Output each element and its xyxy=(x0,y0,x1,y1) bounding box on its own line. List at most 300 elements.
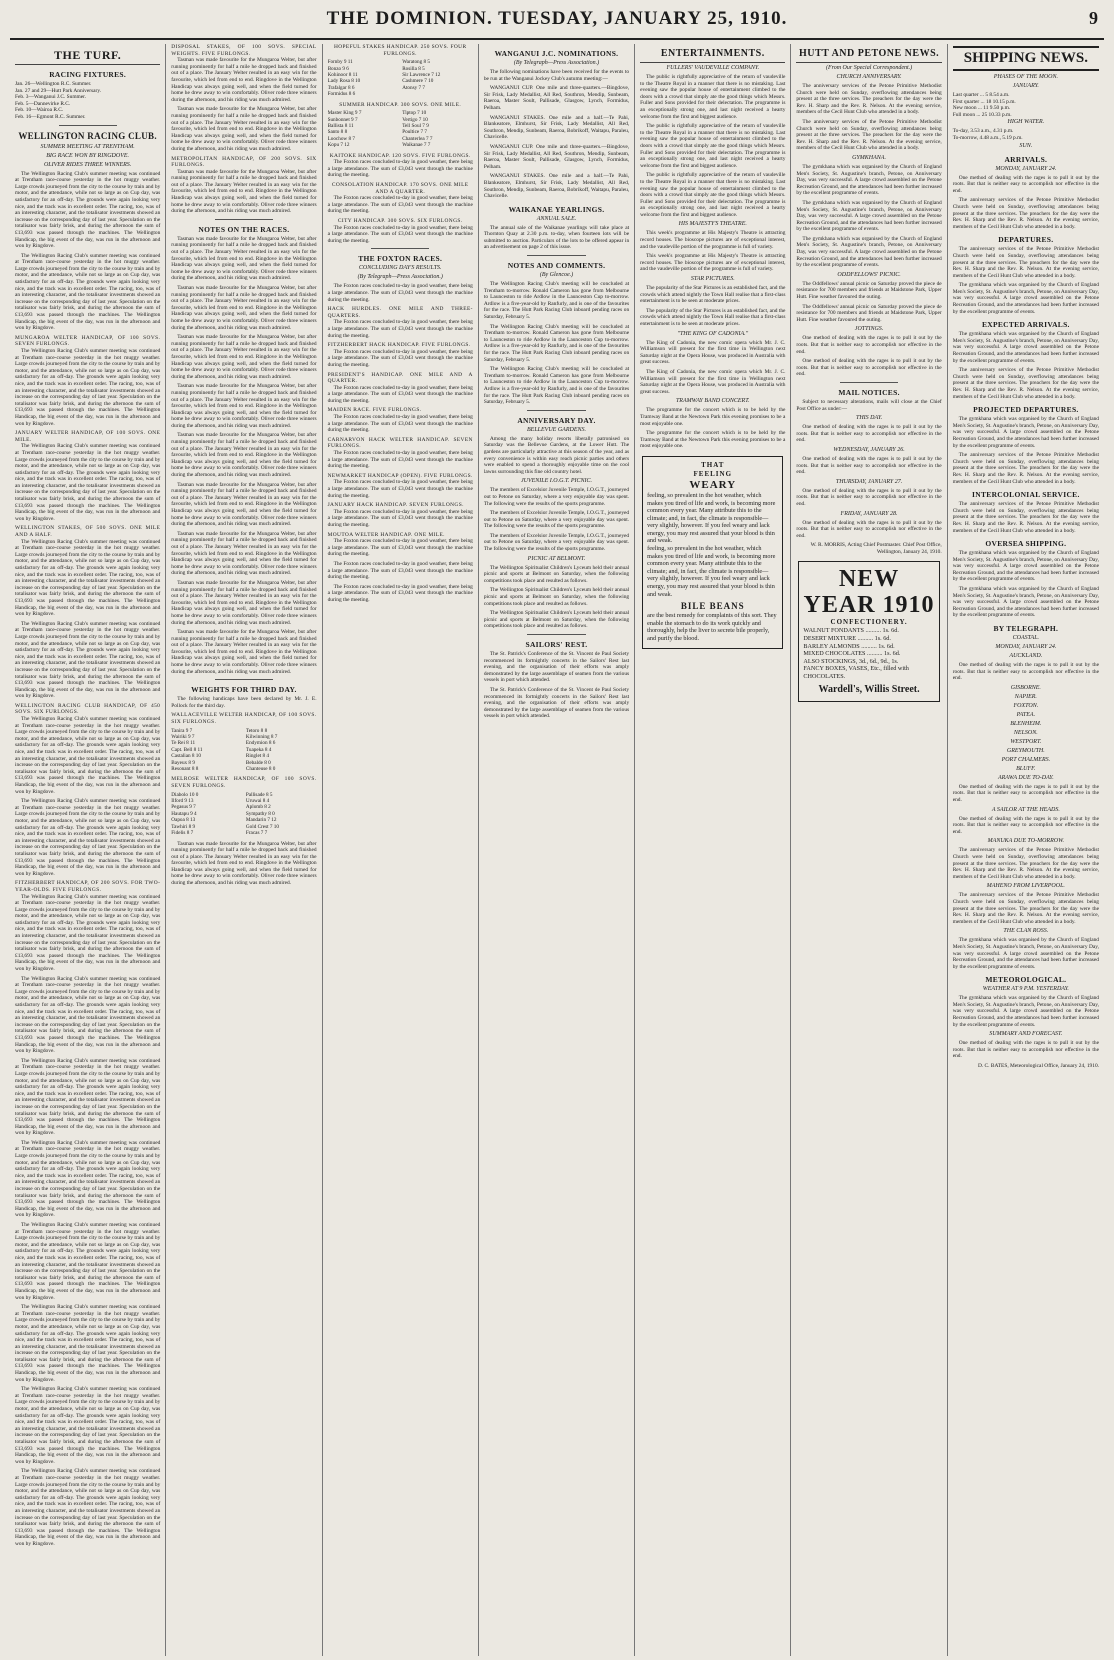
ad-feeling: FEELING xyxy=(693,469,733,478)
moon-row: Full moon ... 25 10.33 p.m. xyxy=(952,111,1012,118)
notes-body: The Wellington Racing Club's meeting will be concluded at Trentham to-morrow. Ronald Cameron has gone from Melbourne to Launceston to ride Ardlow in the Launceston Cup to-morrow. Ardlow is a five-year-old by Ranfurly, and is one of the favourites for the race. The Hutt Park Racing Club inboard pending races on Saturday, February 5. xyxy=(483,366,630,406)
gymkhana-body: The gymkhana which was organised by the Church of England Men's Society, St. Augustine's branch, Petone, on Anniversary Day, was very successful. A large crowd assembled on the Petone Recreation Ground, and the attendances had been further increased by the excellent programme of events. xyxy=(796,199,942,233)
belmont-heading: PICNIC AT BELMONT. xyxy=(527,555,586,562)
arrivals-date: MONDAY, JANUARY 24. xyxy=(995,165,1057,172)
cadonia-body: The King of Cadonia, the new comic opera which Mr. J. C. Williamson will present for the first time in Wellington next Saturday night at the Opera House, was produced in Australia with great success. xyxy=(640,368,786,395)
port-body: One method of dealing with the rages is to pull it out by the roots. But that is neither easy to accomplish nor effective in the end. xyxy=(952,662,1099,682)
foxton-body: The Foxton races concluded to-day in good weather, there being a large attendance. The sum of £3,043 went through the machine during the meeting. xyxy=(327,283,473,303)
moon-row: Last quarter ... 5 8.54 a.m. xyxy=(952,92,1010,98)
moon-row: New moon ... 11 9.50 p.m. xyxy=(952,105,1011,112)
star-pictures-body: The popularity of the Star Pictures is an established fact, and the crowds which attend nightly the Town Hall realise that a first-class entertainment is to be seen at moderate prices. xyxy=(640,285,786,305)
entry: Kopu 7 12 xyxy=(327,142,350,149)
entries-table xyxy=(328,59,473,97)
entry: Rosilla 8 5 xyxy=(402,65,425,72)
port-heading: BLENHEIM. xyxy=(1010,720,1042,727)
divider xyxy=(527,634,585,635)
weight-entry: Wairiki 9 7 xyxy=(171,734,195,741)
race-body: The Wellington Racing Club's summer meeting was continued at Trentham race-course yesterday in the hot muggy weather. Large crowds journeyed from the city to the course by train and by motor, and the attendance, while not so large as on Cup day, was satisfactory for an off-day. The grounds were again looking very nice, and the track was in excellent order. The racing, too, was of an interesting character, and the totalisator investments showed an increase on the corresponding day of last year. Speculation on the totalisator was fairly brisk, and during the afternoon the sum of £13,693 was passed through the machines. The Wellington Handicap, the big event of the day, was run in the afternoon and won by Ringdove. xyxy=(15,1304,161,1383)
notes-body: Tasman was made favourite for the Mungaroa Welter, but after running prominently for half a mile he dropped back and finished out of a place. The January Welter resulted in an easy win for the favourite, which led from end to end. Ringdove in the Wellington Handicap was always going well, and when the field turned for home he drew away to win comfortably. Oliver rode three winners during the afternoon, and his riding was much admired. xyxy=(171,432,317,479)
big-race-subheading: BIG RACE WON BY RINGDOVE. xyxy=(46,152,130,159)
his-majestys-heading: HIS MAJESTY'S THEATRE. xyxy=(678,221,747,228)
high-water-row: To-morrow, 4.48 a.m., 5.19 p.m. xyxy=(952,134,1023,141)
mail-notices-heading: MAIL NOTICES. xyxy=(838,387,900,397)
weight-entry: Bebalde 8 0 xyxy=(245,759,271,766)
ad-body: feeling, so prevalent in the hot weather, which makes you tired of life and work, is becoming more common every year. Many attribute this to the climate; and, in fact, the climate is responsible—very slightly, however. If you feel weary and lack energy, you may rest assured that your blood is thin and weak. xyxy=(647,491,776,545)
notes-body: Tasman was made favourite for the Mungaroa Welter, but after running prominently for half a mile he dropped back and finished out of a place. The January Welter resulted in an easy win for the favourite, which led from end to end. Ringdove in the Wellington Handicap was always going well, and when the field turned for home he drew away to win comfortably. Oliver rode three winners during the afternoon, and his riding was much admired. xyxy=(171,285,317,331)
wanganui-event: WANGANUI CUP. One mile and three-quarters.—Bingdove, Sir Frisk, Lady Medallist, All Red, Southron, Mendip, Sunbeam, Raeroa, Master Soult, Pallisade, Glasgow, Lynch, Formidus, Pelham. xyxy=(483,143,630,170)
oddfellows-body: The Oddfellows' annual picnic on Saturday proved the piece de resistance for 700 members and friends at Maidstone Park, Upper Hutt. Fine weather favoured the outing. xyxy=(796,280,942,301)
mail-signature: W. R. MORRIS, Acting Chief Postmaster. Chief Post Office, Wellington, January 24, 1910. xyxy=(810,542,942,555)
race-body: Tasman was made favourite for the Mungaroa Welter, but after running prominently for half a mile he dropped back and finished out of a place. The January Welter resulted in an easy win for the favourite, which led from end to end. Ringdove in the Wellington Handicap was always going well, and when the field turned for home he drew away to win comfortably. Oliver rode three winners during the afternoon, and his riding was much admired. xyxy=(171,168,317,215)
race-body: The Wellington Racing Club's summer meeting was continued at Trentham race-course yesterday in the hot muggy weather. Large crowds journeyed from the city to the course by train and by motor, and the attendance, while not so large as on Cup day, was satisfactory for an off-day. The grounds were again looking very nice, and the track was in excellent order. The racing, too, was of an interesting character, and the totalisator investments showed an increase on the corresponding day of last year. Speculation on the totalisator was fairly brisk, and during the afternoon the sum of £13,693 was passed through the machines. The Wellington Handicap, the big event of the day, was run in the afternoon and won by Ringdove. xyxy=(15,1057,161,1137)
race-heading: MAIDEN RACE. FIVE FURLONGS. xyxy=(327,407,422,414)
gymkhana-heading: GYMKHANA. xyxy=(852,154,886,161)
race-body: The Foxton races concluded to-day in good weather, there being a large attendance. The sum of £3,043 went through the machine during the meeting. xyxy=(327,560,473,581)
shipping-body: The gymkhana which was organised by the Church of England Men's Society, St. Augustine's branch, Petone, on Anniversary Day, was very successful. A large crowd assembled on the Petone Recreation Ground, and the attendances had been further increased by the excellent programme of events. xyxy=(952,282,1099,315)
page-number: 9 xyxy=(1089,8,1098,28)
race-body: The Wellington Racing Club's summer meeting was continued at Trentham race-course yesterday in the hot muggy weather. Large crowds journeyed from the city to the course by train and by motor, and the attendance, while not so large as on Cup day, was satisfactory for an off-day. The grounds were again looking very nice, and the track was in excellent order. The racing, too, was of an interesting character, and the totalisator investments showed an increase on the corresponding day of last year. Speculation on the totalisator was fairly brisk, and during the afternoon the sum of £13,693 was passed through the machines. The Wellington Handicap, the big event of the day, was run in the afternoon and won by Ringdove. xyxy=(15,1386,161,1465)
shipping-body: One method of dealing with the rages is to pull it out by the roots. But that is neither easy to accomplish nor effective in the end. xyxy=(952,174,1099,194)
weights-intro: The following handicaps have been declared by Mr. J. E. Pollock for the third day. xyxy=(171,696,317,709)
his-majestys-body: This week's programme at His Majesty's Theatre is attracting record houses. The bioscope pictures are of exceptional interest, and the vaudeville portion of the programme is full of variety. xyxy=(640,230,786,250)
shipping-body: The gymkhana which was organised by the Church of England Men's Society, St. Augustine's branch, Petone, on Anniversary Day, was very successful. A large crowd assembled on the Petone Recreation Ground, and the attendances had been further increased by the excellent programme of events. xyxy=(952,937,1099,970)
ad-wardells: Wardell's, Willis Street. xyxy=(818,683,920,695)
entry: Vertigo 7 10 xyxy=(402,116,428,123)
ad-weary: WEARY xyxy=(689,478,737,491)
moon-row: First quarter ... 18 10.15 p.m. xyxy=(952,98,1016,105)
weight-entry: Fracas 7 7 xyxy=(245,830,268,837)
notes-body: Tasman was made favourite for the Mungaroa Welter, but after running prominently for half a mile he dropped back and finished out of a place. The January Welter resulted in an easy win for the favourite, which led from end to end. Ringdove in the Wellington Handicap was always going well, and when the field turned for home he drew away to win comfortably. Oliver rode three winners during the afternoon, and his riding was much admired. xyxy=(171,530,317,577)
arawa-heading: ARAWA DUE TO-DAY. xyxy=(997,774,1054,781)
race-heading: CARNARVON HACK WELTER HANDICAP. SEVEN FURLONGS. xyxy=(327,436,473,450)
mail-body: One method of dealing with the rages is to pull it out by the roots. But that is neither easy to accomplish nor effective in the end. xyxy=(796,455,942,476)
race-heading: MOUTOA WELTER HANDICAP. ONE MILE. xyxy=(327,531,445,538)
race-body: The Foxton races concluded to-day in good weather, there being a large attendance. The sum of £3,043 went through the machine during the meeting. xyxy=(327,384,473,404)
annual-sale-heading: ANNUAL SALE. xyxy=(536,215,577,222)
port-heading: WESTPORT. xyxy=(1010,738,1042,745)
weight-entry: Mandarin 7 12 xyxy=(245,817,277,824)
race-body: The Wellington Racing Club's summer meeting was continued at Trentham race-course yesterday in the hot muggy weather. Large crowds journeyed from the city to the course by train and by motor, and the attendance, while not so large as on Cup day, was satisfactory for an off-day. The grounds were again looking very nice, and the track was in excellent order. The racing, too, was of an interesting character, and the totalisator investments showed an increase on the corresponding day of last year. Speculation on the totalisator was fairly brisk, and during the afternoon the sum of £13,693 was passed through the machines. The Wellington Handicap, the big event of the day, was run in the afternoon and won by Ringdove. xyxy=(15,975,161,1055)
his-majestys-body: This week's programme at His Majesty's Theatre is attracting record houses. The bioscope pictures are of exceptional interest, and the vaudeville portion of the programme is full of variety. xyxy=(640,253,786,273)
expected-arrivals-heading: EXPECTED ARRIVALS. xyxy=(981,320,1070,330)
race-heading: FITZHERBERT HACK HANDICAP. FIVE FURLONGS. xyxy=(327,342,471,349)
shipping-body: The gymkhana which was organised by the Church of England Men's Society, St. Augustine's branch, Petone, on Anniversary Day, was very successful. A large crowd assembled on the Petone Recreation Ground, and the attendances had been further increased by the excellent programme of events. xyxy=(952,586,1099,619)
star-pictures-heading: STAR PICTURES. xyxy=(690,276,735,283)
divider xyxy=(527,255,585,256)
entry: Tell Soul 7 9 xyxy=(402,123,429,130)
maheno-heading: MAHENO FROM LIVERPOOL. xyxy=(986,883,1065,890)
wanganui-heading: WANGANUI J.C. NOMINATIONS. xyxy=(494,49,619,58)
race-body: Tasman was made favourite for the Mungaroa Welter, but after running prominently for half a mile he dropped back and finished out of a place. The January Welter resulted in an easy win for the favourite, which led from end to end. Ringdove in the Wellington Handicap was always going well, and when the field turned for home he drew away to win comfortably. Oliver rode three winners during the afternoon, and his riding was much admired. xyxy=(171,106,317,152)
entry: Master King 9 7 xyxy=(327,110,362,117)
church-heading: CHURCH ANNIVERSARY. xyxy=(836,74,902,80)
race-body: The Foxton races concluded to-day in good weather, there being a large attendance. The sum of £3,043 went through the machine during the meeting. xyxy=(327,538,473,558)
fixture-line: Jan. 27 and 29—Hutt Park Anniversary. xyxy=(15,87,102,94)
weight-entry: Hautapu 9 4 xyxy=(171,810,197,817)
ad-bile-body: are the best remedy for complaints of this sort. They enable the stomach to do its work quickly and thoroughly, help the liver to secrete bile properly, and purify the blood. xyxy=(647,612,777,642)
oddfellows-body: The Oddfellows' annual picnic on Saturday proved the piece de resistance for 700 members and friends at Maidstone Park, Upper Hutt. Fine weather favoured the outing. xyxy=(796,303,942,323)
cadonia-heading: "THE KING OF CADONIA." xyxy=(677,330,749,337)
shipping-body: The anniversary services of the Petone Primitive Methodist Church were held on Sunday, overflowing attendances being present at the three services. The preachers for the day were the Rev. H. Sharp and the Rev. R. Nelson. At the evening service, members of the Cecil Hunt Club who attended in a body. xyxy=(952,847,1099,880)
race-body: The Wellington Racing Club's summer meeting was continued at Trentham race-course yesterday in the hot muggy weather. Large crowds journeyed from the city to the course by train and by motor, and the attendance, while not so large as on Cup day, was satisfactory for an off-day. The grounds were again looking very nice, and the track was in excellent order. The racing, too, was of an interesting character, and the totalisator investments showed an increase on the corresponding day of last year. Speculation on the totalisator was fairly brisk, and during the afternoon the sum of £13,693 was passed through the machines. The Wellington Handicap, the big event of the day, was run in the afternoon and won by Ringdove. xyxy=(15,620,161,700)
fullers-body: The public is rightfully appreciative of the return of vaudeville to the Theatre Royal in a manner that there is no mistaking. Last evening saw the popular house of entertainment climbed to the doors with a crowd that simply ate the good things which Messrs. Fuller and Sons provided for their delectation. The programme is an exceptionally strong one, and last night received a hearty welcome from the first and biggest audience. xyxy=(640,172,786,218)
divider xyxy=(840,382,898,383)
weight-entry: Castalian 8 10 xyxy=(171,753,201,760)
wanganui-event: WANGANUI STAKES. One mile and a half.—Te Pahi, Blankeatore, Elmhurst, Sir Frisk, Lady Medallist, All Red, Southron, Mendip, Sunbeam, Raeroa, Bobrikoff, Waitapu, Paraleu, Chavicelle. xyxy=(483,114,630,141)
weight-entry: Ringlet 8 4 xyxy=(245,753,269,760)
port-heading: NAPIER. xyxy=(1014,693,1037,700)
race-heading: WELLINGTON RACING CLUB HANDICAP, OF 450 SOVS. SIX FURLONGS. xyxy=(15,702,161,716)
summary-heading: SUMMARY AND FORECAST. xyxy=(989,1031,1063,1038)
belmont-body: The Wellington Spiritualist Children's Lyceum held their annual picnic and sports at Belmont on Saturday, when the following competitions took place and resulted as follows. xyxy=(483,610,630,630)
race-body: The Foxton races concluded to-day in good weather, there being a large attendance. The sum of £3,043 went through the machine during the meeting. xyxy=(327,159,473,179)
fullers-body: The public is rightfully appreciative of the return of vaudeville to the Theatre Royal in a manner that there is no mistaking. Last evening saw the popular house of entertainment climbed to the doors with a crowd that simply ate the good things which Messrs. Fuller and Sons provided for their delectation. The programme is an exceptionally strong one, and last night received a hearty welcome from the first and biggest audience. xyxy=(640,123,786,169)
entry: Kohinoor 8 11 xyxy=(327,72,358,78)
race-body: The Wellington Racing Club's summer meeting was continued at Trentham race-course yesterday in the hot muggy weather. Large crowds journeyed from the city to the course by train and by motor, and the attendance, while not so large as on Cup day, was satisfactory for an off-day. The grounds were again looking very nice, and the track was in excellent order. The racing, too, was of an interesting character, and the totalisator investments showed an increase on the corresponding day of last year. Speculation on the totalisator was fairly brisk, and during the afternoon the sum of £13,693 was passed through the machines. The Wellington Handicap, the big event of the day, was run in the afternoon and won by Ringdove. xyxy=(15,798,161,877)
race-heading: FITZHERBERT HANDICAP, OF 200 SOVS. FOR TWO-YEAR-OLDS. FIVE FURLONGS. xyxy=(15,880,161,893)
race-body: Tasman was made favourite for the Mungaroa Welter, but after running prominently for half a mile he dropped back and finished out of a place. The January Welter resulted in an easy win for the favourite, which led from end to end. Ringdove in the Wellington Handicap was always going well, and when the field turned for home he drew away to win comfortably. Oliver rode three winners during the afternoon, and his riding was much admired. xyxy=(171,840,317,887)
church-body: The anniversary services of the Petone Primitive Methodist Church were held on Sunday, overflowing attendances being present at the three services. The preachers for the day were the Rev. H. Sharp and the Rev. R. Nelson. At the evening service, members of the Cecil Hunt Club who attended in a body. xyxy=(796,83,942,116)
foxton-heading: THE FOXTON RACES. xyxy=(358,254,443,264)
wanganui-event: WANGANUI STAKES. One mile and a half.—Te Pahi, Blankeatore, Elmhurst, Sir Frisk, Lady Medallist, All Red, Southron, Mendip, Sunbeam, Raeroa, Bobrikoff, Waitapu, Paraleu, Chavicelle. xyxy=(483,173,630,200)
weights-table xyxy=(171,792,316,837)
mail-day: WEDNESDAY, JANUARY 26. xyxy=(833,446,905,453)
weather-body: The gymkhana which was organised by the Church of England Men's Society, St. Augustine's branch, Petone, on Anniversary Day, was very successful. A large crowd assembled on the Petone Recreation Ground, and the attendances had been further increased by the excellent programme of events. xyxy=(952,995,1099,1028)
entry: Cashmere 7 10 xyxy=(402,78,434,85)
race-heading: NEWMARKET HANDICAP (OPEN). FIVE FURLONGS. xyxy=(327,472,473,479)
shipping-body: The anniversary services of the Petone Primitive Methodist Church were held on Sunday, overflowing attendances being present at the three services. The preachers for the day were the Rev. H. Sharp and the Rev. R. Nelson. At the evening service, members of the Cecil Hunt Club who attended in a body. xyxy=(952,246,1099,279)
intercolonial-heading: INTERCOLONIAL SERVICE. xyxy=(972,490,1080,500)
entry: Waikanae 7 7 xyxy=(402,142,431,149)
race-body: The Wellington Racing Club's summer meeting was continued at Trentham race-course yesterday in the hot muggy weather. Large crowds journeyed from the city to the course by train and by motor, and the attendance, while not so large as on Cup day, was satisfactory for an off-day. The grounds were again looking very nice, and the track was in excellent order. The racing, too, was of an interesting character, and the totalisator investments showed an increase on the corresponding day of last year. Speculation on the totalisator was fairly brisk, and during the afternoon the sum of £13,693 was passed through the machines. The Wellington Handicap, the big event of the day, was run in the afternoon and won by Ringdove. xyxy=(15,538,161,618)
race-body: The Wellington Racing Club's summer meeting was continued at Trentham race-course yesterday in the hot muggy weather. Large crowds journeyed from the city to the course by train and by motor, and the attendance, while not so large as on Cup day, was satisfactory for an off-day. The grounds were again looking very nice, and the track was in excellent order. The racing, too, was of an interesting character, and the totalisator investments showed an increase on the corresponding day of last year. Speculation on the totalisator was fairly brisk, and during the afternoon the sum of £13,693 was passed through the machines. The Wellington Handicap, the big event of the day, was run in the afternoon and won by Ringdove. xyxy=(15,716,161,795)
weather-heading: WEATHER AT 9 P.M. YESTERDAY. xyxy=(982,986,1069,993)
weight-entry: Chanteuse 8 0 xyxy=(245,766,276,773)
shipping-body: The gymkhana which was organised by the Church of England Men's Society, St. Augustine's branch, Petone, on Anniversary Day, was very successful. A large crowd assembled on the Petone Recreation Ground, and the attendances had been further increased by the excellent programme of events. xyxy=(952,550,1099,583)
fullers-heading: FULLERS' VAUDEVILLE COMPANY. xyxy=(666,65,760,71)
projected-departures-heading: PROJECTED DEPARTURES. xyxy=(973,405,1079,415)
mail-intro: Subject to necessary alterations, mails will close at the Chief Post Office as under:— xyxy=(796,398,942,412)
tramway-body: The programme for the concert which is to be held by the Tramway Band at the Newtown Park this evening promises to be a most enjoyable one. xyxy=(640,407,786,427)
sun-heading: SUN. xyxy=(1019,142,1033,149)
weights-heading: WEIGHTS FOR THIRD DAY. xyxy=(191,685,297,695)
manuka-heading: MANUKA DUE TO-MORROW. xyxy=(987,838,1065,845)
cadonia-body: The King of Cadonia, the new comic opera which Mr. J. C. Williamson will present for the first time in Wellington next Saturday night at the Opera House, was produced in Australia with great success. xyxy=(640,339,786,366)
shipping-body: The anniversary services of the Petone Primitive Methodist Church were held on Sunday, overflowing attendances being present at the three services. The preachers for the day were the Rev. H. Sharp and the Rev. R. Nelson. At the evening service, members of the Cecil Hunt Club who attended in a body. xyxy=(952,452,1099,485)
weight-entry: Uruwai 8 4 xyxy=(245,798,270,805)
summary-body: One method of dealing with the rages is to pull it out by the roots. But that is neither easy to accomplish nor effective in the end. xyxy=(952,1040,1099,1060)
race-body: The Wellington Racing Club's summer meeting was continued at Trentham race-course yesterday in the hot muggy weather. Large crowds journeyed from the city to the course by train and by motor, and the attendance, while not so large as on Cup day, was satisfactory for an off-day. The grounds were again looking very nice, and the track was in excellent order. The racing, too, was of an interesting character, and the totalisator investments showed an increase on the corresponding day of last year. Speculation on the totalisator was fairly brisk, and during the afternoon the sum of £13,693 was passed through the machines. The Wellington Handicap, the big event of the day, was run in the afternoon and won by Ringdove. xyxy=(15,443,161,522)
port-heading: FOXTON. xyxy=(1013,702,1039,709)
entry: Lady Rosa 8 10 xyxy=(327,78,361,85)
turf-report-body: The Wellington Racing Club's summer meeting was continued at Trentham race-course yesterday in the hot muggy weather. Large crowds journeyed from the city to the course by train and by motor, and the attendance, while not so large as on Cup day, was satisfactory for an off-day. The grounds were again looking very nice, and the track was in excellent order. The racing, too, was of an interesting character, and the totalisator investments showed an increase on the corresponding day of last year. Speculation on the totalisator was fairly brisk, and during the afternoon the sum of £13,693 was passed through the machines. The Wellington Handicap, the big event of the day, was run in the afternoon and won by Ringdove. xyxy=(15,252,161,332)
entries-table xyxy=(328,110,473,148)
column-handicaps xyxy=(323,44,479,1656)
meteorological-heading: METEOROLOGICAL. xyxy=(985,975,1067,985)
divider xyxy=(371,248,429,249)
met-signature: D. C. BATES, Meteorological Office, January 24, 1910. xyxy=(977,1063,1099,1070)
sailor-heading: A SAILOR AT THE HEADS. xyxy=(991,806,1060,813)
weight-entry: Endymion 8 6 xyxy=(245,740,276,747)
column-races-2 xyxy=(166,44,322,1656)
shipping-body: The gymkhana which was organised by the Church of England Men's Society, St. Augustine's branch, Petone, on Anniversary Day, was very successful. A large crowd assembled on the Petone Recreation Ground, and the attendances had been further increased by the excellent programme of events. xyxy=(952,416,1099,449)
weight-entry: Gold Crest 7 10 xyxy=(245,823,279,830)
shipping-body: One method of dealing with the rages is to pull it out by the roots. But that is neither easy to accomplish nor effective in the end. xyxy=(952,783,1099,803)
mail-body: One method of dealing with the rages is to pull it out by the roots. But that is neither easy to accomplish nor effective in the end. xyxy=(796,487,942,507)
weight-entry: Pegasus 9 7 xyxy=(171,804,196,811)
coastal-heading: COASTAL. xyxy=(1012,635,1040,642)
divider xyxy=(215,219,273,220)
annual-sale-body: The annual sale of the Waikanae yearlings will take place at Thornton Quay at 2.30 p.m. to-day, when fourteen lots will be submitted to auction. Particulars of the lots to be offered appear in an advertisement on page 2 of this issue. xyxy=(483,224,630,251)
shipping-body: The anniversary services of the Petone Primitive Methodist Church were held on Sunday, overflowing attendances being present at the three services. The preachers for the day were the Rev. H. Sharp and the Rev. R. Nelson. At the evening service, members of the Cecil Hunt Club who attended in a body. xyxy=(952,892,1099,925)
weight-entry: Diabolo 10 0 xyxy=(171,791,199,798)
entry: Tiptop 7 10 xyxy=(402,110,427,117)
masthead xyxy=(10,8,1104,40)
ad-item: BARLEY ALMONDS .......... 1s. 6d. xyxy=(803,642,895,650)
race-heading: WALLACEVILLE WELTER HANDICAP, OF 100 SOVS. SIX FURLONGS. xyxy=(171,712,317,726)
mail-day: THURSDAY, JANUARY 27. xyxy=(835,478,903,485)
notes-comments-heading: NOTES AND COMMENTS. xyxy=(507,261,606,271)
ad-item: ALSO STOCKINGS, 3d., 6d., 9d., 1s. xyxy=(803,657,899,665)
foxton-byline: (By Telegraph—Press Association.) xyxy=(357,274,443,281)
divider xyxy=(215,679,273,680)
fixture-line: Feb. 10—Wairoa R.C. xyxy=(15,107,64,114)
race-heading: HOPEFUL STAKES HANDICAP. 250 SOVS. FOUR FURLONGS. xyxy=(333,44,467,57)
fixture-line: Feb. 5—Dannevirke R.C. xyxy=(15,100,71,107)
notes-body: The Wellington Racing Club's meeting will be concluded at Trentham to-morrow. Ronald Cameron has gone from Melbourne to Launceston to ride Ardlow in the Launceston Cup to-morrow. Ardlow is a five-year-old by Ranfurly, and is one of the favourites for the race. The Hutt Park Racing Club inboard pending races on Saturday, February 5. xyxy=(483,281,630,321)
race-body: The Foxton races concluded to-day in good weather, there being a large attendance. The sum of £3,043 went through the machine during the meeting. xyxy=(327,319,473,339)
ad-that: THAT xyxy=(701,460,725,469)
notes-body: The Wellington Racing Club's meeting will be concluded at Trentham to-morrow. Ronald Cameron has gone from Melbourne to Launceston to ride Ardlow in the Launceston Cup to-morrow. Ardlow is a five-year-old by Ranfurly, and is one of the favourites for the race. The Hutt Park Racing Club inboard pending races on Saturday, February 5. xyxy=(483,323,630,363)
ad-new-year: NEW YEAR 1910 xyxy=(803,566,935,619)
port-heading: BLUFF. xyxy=(1016,765,1036,772)
column-grid xyxy=(10,44,1104,1656)
port-heading: GISBORNE. xyxy=(1010,684,1041,691)
notes-body: Tasman was made favourite for the Mungaroa Welter, but after running prominently for half a mile he dropped back and finished out of a place. The January Welter resulted in an easy win for the favourite, which led from end to end. Ringdove in the Wellington Handicap was always going well, and when the field turned for home he drew away to win comfortably. Oliver rode three winners during the afternoon, and his riding was much admired. xyxy=(171,334,317,380)
iogt-body: The members of Excelsior Juvenile Temple, I.O.G.T., journeyed out to Petone on Saturday, where a very enjoyable day was spent. The following were the results of the sports programme. xyxy=(483,532,630,553)
moon-heading: PHASES OF THE MOON. xyxy=(993,74,1059,80)
race-body: The Foxton races concluded to-day in good weather, there being a large attendance. The sum of £3,043 went through the machine during the meeting. xyxy=(327,348,473,368)
mail-body: One method of dealing with the rages is to pull it out by the roots. But that is neither easy to accomplish nor effective in the end. xyxy=(796,424,942,444)
weight-entry: Tanira 9 7 xyxy=(171,727,193,734)
race-body: The Foxton races concluded to-day in good weather, there being a large attendance. The sum of £3,043 went through the machine during the meeting. xyxy=(327,224,473,244)
oliver-subheading: OLIVER RIDES THREE WINNERS. xyxy=(43,161,132,168)
ad-item: DESERT MIXTURE .......... 1s. 6d. xyxy=(803,635,891,643)
fullers-body: The public is rightfully appreciative of the return of vaudeville to the Theatre Royal in a manner that there is no mistaking. Last evening saw the popular house of entertainment climbed to the doors with a crowd that simply ate the good things which Messrs. Fuller and Sons provided for their delectation. The programme is an exceptionally strong one, and last night received a hearty welcome from the first and biggest audience. xyxy=(640,74,786,120)
weight-entry: Ilford 9 13 xyxy=(171,798,194,805)
shipping-body: The anniversary services of the Petone Primitive Methodist Church were held on Sunday, overflowing attendances being present at the three services. The preachers for the day were the Rev. H. Sharp and the Rev. R. Nelson. At the evening service, members of the Cecil Hunt Club who attended in a body. xyxy=(952,501,1099,534)
summer-meeting-subheading: SUMMER MEETING AT TRENTHAM. xyxy=(40,143,135,150)
race-body: The Wellington Racing Club's summer meeting was continued at Trentham race-course yesterday in the hot muggy weather. Large crowds journeyed from the city to the course by train and by motor, and the attendance, while not so large as on Cup day, was satisfactory for an off-day. The grounds were again looking very nice, and the track was in excellent order. The racing, too, was of an interesting character, and the totalisator investments showed an increase on the corresponding day of last year. Speculation on the totalisator was fairly brisk, and during the afternoon the sum of £13,693 was passed through the machines. The Wellington Handicap, the big event of the day, was run in the afternoon and won by Ringdove. xyxy=(15,1139,161,1219)
weight-entry: Capt. Bell 8 11 xyxy=(171,746,203,753)
notes-byline: (By Glencoe.) xyxy=(539,272,574,279)
entry: Poultice 7 7 xyxy=(402,129,427,136)
jottings-body: One method of dealing with the rages is to pull it out by the roots. But that is neither easy to accomplish nor effective in the end. xyxy=(796,358,942,378)
foxton-subheading: CONCLUDING DAY'S RESULTS. xyxy=(358,265,442,272)
race-heading: CONSOLATION HANDICAP. 170 SOVS. ONE MILE AND A QUARTER. xyxy=(331,182,469,195)
race-heading: KAITOKE HANDICAP. 120 SOVS. FIVE FURLONGS. xyxy=(329,152,471,159)
departures-heading: DEPARTURES. xyxy=(998,235,1054,245)
fixture-line: Feb. 16—Egmont R.C. Summer. xyxy=(15,113,86,120)
column-entertainments xyxy=(635,44,791,1656)
notes-body: Tasman was made favourite for the Mungaroa Welter, but after running prominently for half a mile he dropped back and finished out of a place. The January Welter resulted in an easy win for the favourite, which led from end to end. Ringdove in the Wellington Handicap was always going well, and when the field turned for home he drew away to win comfortably. Oliver rode three winners during the afternoon, and his riding was much admired. xyxy=(171,629,317,675)
entry: Bonzo 9 6 xyxy=(327,65,349,72)
weight-entry: Te Rei 8 11 xyxy=(171,740,196,747)
divider xyxy=(59,125,117,126)
gymkhana-body: The gymkhana which was organised by the Church of England Men's Society, St. Augustine's branch, Petone, on Anniversary Day, was very successful. A large crowd assembled on the Petone Recreation Ground, and the attendances had been further increased by the excellent programme of events. xyxy=(796,235,942,269)
entertainments-heading: ENTERTAINMENTS. xyxy=(640,48,785,63)
clan-ross-heading: THE CLAN ROSS. xyxy=(1003,928,1049,935)
moon-month: JANUARY. xyxy=(1012,83,1039,89)
race-heading: METROPOLITAN HANDICAP, OF 200 SOVS. SIX FURLONGS. xyxy=(171,155,317,169)
weights-table xyxy=(171,728,316,773)
column-wanganui-anniversary xyxy=(479,44,635,1656)
weight-entry: Aplomb 8 2 xyxy=(245,804,271,811)
newspaper-title: THE DOMINION. TUESDAY, JANUARY 25, 1910. xyxy=(326,8,788,29)
weight-entry: Kilwinning 8 7 xyxy=(245,734,278,741)
fixture-line: Feb. 3—Wanganui J.C. Summer. xyxy=(15,94,86,101)
mail-day: FRIDAY, JANUARY 28. xyxy=(840,510,898,517)
sailors-rest-body: The St. Patrick's Conference of the St. Vincent de Paul Society recommenced its fortnightly concerts in the Sailors' Rest last evening, and the organisation of their efforts was amply demonstrated by the large assemblage of seamen from the various vessels in port which attended. xyxy=(483,651,630,684)
race-body: The Foxton races concluded to-day in good weather, there being a large attendance. The sum of £3,043 went through the machine during the meeting. xyxy=(327,195,473,215)
race-body: Tasman was made favourite for the Mungaroa Welter, but after running prominently for half a mile he dropped back and finished out of a place. The January Welter resulted in an easy win for the favourite, which led from end to end. Ringdove in the Wellington Handicap was always going well, and when the field turned for home he drew away to win comfortably. Oliver rode three winners during the afternoon, and his riding was much admired. xyxy=(171,57,317,103)
wanganui-event: WANGANUI CUP. One mile and three-quarters.—Bingdove, Sir Frisk, Lady Medallist, All Red, Southron, Mendip, Sunbeam, Raeroa, Master Soult, Pallisade, Glasgow, Lynch, Formidus, Pelham. xyxy=(483,85,630,111)
turf-report-body: The Wellington Racing Club's summer meeting was continued at Trentham race-course yesterday in the hot muggy weather. Large crowds journeyed from the city to the course by train and by motor, and the attendance, while not so large as on Cup day, was satisfactory for an off-day. The grounds were again looking very nice, and the track was in excellent order. The racing, too, was of an interesting character, and the totalisator investments showed an increase on the corresponding day of last year. Speculation on the totalisator was fairly brisk, and during the afternoon the sum of £13,693 was passed through the machines. The Wellington Handicap, the big event of the day, was run in the afternoon and won by Ringdove. xyxy=(15,170,161,250)
weight-entry: Sympathy 8 0 xyxy=(245,810,275,817)
column-turf xyxy=(10,44,166,1656)
ad-item: FANCY BOXES, VASES, Etc., filled with CHOCOLATES. xyxy=(803,665,909,681)
race-body: The Wellington Racing Club's summer meeting was continued at Trentham race-course yesterday in the hot muggy weather. Large crowds journeyed from the city to the course by train and by motor, and the attendance, while not so large as on Cup day, was satisfactory for an off-day. The grounds were again looking very nice, and the track was in excellent order. The racing, too, was of an interesting character, and the totalisator investments showed an increase on the corresponding day of last year. Speculation on the totalisator was fairly brisk, and during the afternoon the sum of £13,693 was passed through the machines. The Wellington Handicap, the big event of the day, was run in the afternoon and won by Ringdove. xyxy=(15,893,161,973)
entry: Formidus 8 6 xyxy=(327,91,356,98)
ad-bile-beans: BILE BEANS xyxy=(680,601,745,612)
racing-fixtures-heading: RACING FIXTURES. xyxy=(49,70,127,79)
weight-entry: Tuapeka 8 4 xyxy=(245,746,272,753)
wanganui-body: The following nominations have been received for the events to be run at the Wanganui Jockey Club's autumn meeting:— xyxy=(483,69,630,82)
race-heading: JANUARY HACK HANDICAP. SEVEN FURLONGS. xyxy=(327,502,464,509)
entry: Ballista 8 11 xyxy=(327,123,354,130)
fixture-line: Jan. 26—Wellington R.C. Summer. xyxy=(15,81,92,87)
weight-entry: Resonant 8 8 xyxy=(171,766,199,773)
high-water-row: To-day, 3.53 a.m., 4.31 p.m. xyxy=(952,128,1014,135)
bile-beans-advertisement xyxy=(642,456,783,649)
jottings-heading: JOTTINGS. xyxy=(854,326,884,333)
entry: Atonsy 7 7 xyxy=(402,84,425,91)
mail-body: One method of dealing with the rages is to pull it out by the roots. But that is neither easy to accomplish nor effective in the end. xyxy=(796,519,942,539)
race-body: The Foxton races concluded to-day in good weather, there being a large attendance. The sum of £3,043 went through the machine during the meeting. xyxy=(327,583,473,603)
ad-item: MIXED CHOCOLATES .......... 1s. 6d. xyxy=(803,650,901,658)
gymkhana-body: The gymkhana which was organised by the Church of England Men's Society, St. Augustine's branch, Petone, on Anniversary Day, was very successful. A large crowd assembled on the Petone Recreation Ground, and the attendances had been further increased by the excellent programme of events. xyxy=(796,163,942,197)
high-water-heading: HIGH WATER. xyxy=(1007,119,1045,126)
bellevue-heading: BELLEVUE GARDENS. xyxy=(526,426,586,433)
entry: Chanterlea 7 7 xyxy=(402,135,433,142)
port-heading: PATEA. xyxy=(1016,711,1036,718)
race-heading: WELLINGTON STAKES, OF 500 SOVS. ONE MILE AND A HALF. xyxy=(15,525,161,539)
sailors-rest-heading: SAILORS' REST. xyxy=(525,640,588,649)
weight-entry: Tetoro 8 8 xyxy=(245,727,268,734)
divider xyxy=(527,410,585,411)
column-hutt-petone-mail xyxy=(791,44,947,1656)
ad-body: feeling, so prevalent in the hot weather, which makes you tired of life and work, is becoming more common every year. Many attribute this to the climate; and, in fact, the climate is responsible—very slightly, however. If you feel weary and lack energy, you may rest assured that your blood is thin and weak. xyxy=(647,545,776,598)
ad-confectionery: CONFECTIONERY. xyxy=(830,618,908,627)
port-heading: NELSON. xyxy=(1013,729,1038,736)
wanganui-byline: (By Telegraph—Press Association.) xyxy=(513,60,600,66)
oversea-heading: OVERSEA SHIPPING. xyxy=(985,539,1067,549)
race-body: The Foxton races concluded to-day in good weather, there being a large attendance. The sum of £3,043 went through the machine during the meeting. xyxy=(327,508,473,528)
weight-entry: Oapoa 8 13 xyxy=(171,817,196,824)
weight-entry: Pallisade 8 5 xyxy=(245,791,273,798)
tramway-body: The programme for the concert which is to be held by the Tramway Band at the Newtown Park this evening promises to be a most enjoyable one. xyxy=(640,430,786,450)
iogt-heading: JUVENILE I.O.G.T. PICNIC. xyxy=(520,478,593,485)
race-heading: PRESIDENT'S HANDICAP. ONE MILE AND A QUARTER. xyxy=(327,371,473,385)
shipping-body: The gymkhana which was organised by the Church of England Men's Society, St. Augustine's branch, Petone, on Anniversary Day, was very successful. A large crowd assembled on the Petone Recreation Ground, and the attendances had been further increased by the excellent programme of events. xyxy=(952,331,1099,364)
entry: Santo 8 8 xyxy=(327,129,348,136)
hutt-petone-heading: HUTT AND PETONE NEWS. xyxy=(796,48,941,63)
wardells-advertisement xyxy=(798,561,939,701)
port-heading: PORT CHALMERS. xyxy=(1001,756,1051,763)
race-body: The Foxton races concluded to-day in good weather, there being a large attendance. The sum of £3,043 went through the machine during the meeting. xyxy=(327,414,473,434)
ad-item: WALNUT FONDANTS .......... 1s. 6d. xyxy=(803,627,899,635)
church-body: The anniversary services of the Petone Primitive Methodist Church were held on Sunday, overflowing attendances being present at the three services. The preachers for the day were the Rev. H. Sharp and the Rev. R. Nelson. At the evening service, members of the Cecil Hunt Club who attended in a body. xyxy=(796,118,942,152)
race-heading: CITY HANDICAP. 300 SOVS. SIX FURLONGS. xyxy=(337,218,463,224)
race-body: The Foxton races concluded to-day in good weather, there being a large attendance. The sum of £3,043 went through the machine during the meeting. xyxy=(327,450,473,470)
belmont-body: The Wellington Spiritualist Children's Lyceum held their annual picnic and sports at Belmont on Saturday, when the following competitions took place and resulted as follows. xyxy=(483,564,630,584)
race-heading: MUNGAROA WELTER HANDICAP, OF 100 SOVS. SEVEN FURLONGS. xyxy=(15,334,161,348)
jottings-body: One method of dealing with the rages is to pull it out by the roots. But that is neither easy to accomplish nor effective in the end. xyxy=(796,335,942,355)
race-heading: DISPOSAL STAKES, OF 100 SOVS. SPECIAL WEIGHTS. FIVE FURLONGS. xyxy=(171,44,317,57)
port-heading: AUCKLAND. xyxy=(1009,653,1043,660)
column-shipping xyxy=(948,44,1104,1656)
shipping-body: The anniversary services of the Petone Primitive Methodist Church were held on Sunday, overflowing attendances being present at the three services. The preachers for the day were the Rev. H. Sharp and the Rev. R. Nelson. At the evening service, members of the Cecil Hunt Club who attended in a body. xyxy=(952,367,1099,400)
notes-body: Tasman was made favourite for the Mungaroa Welter, but after running prominently for half a mile he dropped back and finished out of a place. The January Welter resulted in an easy win for the favourite, which led from end to end. Ringdove in the Wellington Handicap was always going well, and when the field turned for home he drew away to win comfortably. Oliver rode three winners during the afternoon, and his riding was much admired. xyxy=(171,235,317,282)
race-body: The Foxton races concluded to-day in good weather, there being a large attendance. The sum of £3,043 went through the machine during the meeting. xyxy=(327,479,473,499)
entry: Fornby 9 11 xyxy=(327,59,353,66)
port-heading: GREYMOUTH. xyxy=(1006,747,1045,754)
oddfellows-heading: ODDFELLOWS' PICNIC. xyxy=(837,271,901,278)
race-body: The Wellington Racing Club's summer meeting was continued at Trentham race-course yesterday in the hot muggy weather. Large crowds journeyed from the city to the course by train and by motor, and the attendance, while not so large as on Cup day, was satisfactory for an off-day. The grounds were again looking very nice, and the track was in excellent order. The racing, too, was of an interesting character, and the totalisator investments showed an increase on the corresponding day of last year. Speculation on the totalisator was fairly brisk, and during the afternoon the sum of £13,693 was passed through the machines. The Wellington Handicap, the big event of the day, was run in the afternoon and won by Ringdove. xyxy=(15,348,161,427)
race-body: The Wellington Racing Club's summer meeting was continued at Trentham race-course yesterday in the hot muggy weather. Large crowds journeyed from the city to the course by train and by motor, and the attendance, while not so large as on Cup day, was satisfactory for an off-day. The grounds were again looking very nice, and the track was in excellent order. The racing, too, was of an interesting character, and the totalisator investments showed an increase on the corresponding day of last year. Speculation on the totalisator was fairly brisk, and during the afternoon the sum of £13,693 was passed through the machines. The Wellington Handicap, the big event of the day, was run in the afternoon and won by Ringdove. xyxy=(15,1222,161,1301)
shipping-body: One method of dealing with the rages is to pull it out by the roots. But that is neither easy to accomplish nor effective in the end. xyxy=(952,815,1099,835)
turf-heading: THE TURF. xyxy=(15,48,160,65)
weight-entry: Fidelis 8 7 xyxy=(171,830,194,837)
entry: Trafalgar 8 6 xyxy=(327,84,355,91)
anniversary-day-heading: ANNIVERSARY DAY. xyxy=(517,415,596,425)
entry: Waratong 8 5 xyxy=(402,59,431,66)
coastal-date: MONDAY, JANUARY 24. xyxy=(995,644,1057,651)
iogt-body: The members of Excelsior Juvenile Temple, I.O.G.T., journeyed out to Petone on Saturday, where a very enjoyable day was spent. The following were the results of the sports programme. xyxy=(483,510,630,530)
notes-body: Tasman was made favourite for the Mungaroa Welter, but after running prominently for half a mile he dropped back and finished out of a place. The January Welter resulted in an easy win for the favourite, which led from end to end. Ringdove in the Wellington Handicap was always going well, and when the field turned for home he drew away to win comfortably. Oliver rode three winners during the afternoon, and his riding was much admired. xyxy=(171,481,317,528)
star-pictures-body: The popularity of the Star Pictures is an established fact, and the crowds which attend nightly the Town Hall realise that a first-class entertainment is to be seen at moderate prices. xyxy=(640,307,786,327)
by-telegraph-heading: BY TELEGRAPH. xyxy=(993,624,1059,634)
race-heading: SUMMER HANDICAP. 300 SOVS. ONE MILE. xyxy=(339,101,462,108)
hutt-byline: (From Our Special Correspondent.) xyxy=(825,65,913,71)
sailors-rest-body: The St. Patrick's Conference of the St. Vincent de Paul Society recommenced its fortnightly concerts in the Sailors' Rest last evening, and the organisation of their efforts was amply demonstrated by the large assemblage of seamen from the various vessels in port which attended. xyxy=(483,686,630,720)
entry: Sir Lawrence 7 12 xyxy=(402,72,441,78)
race-heading: HACK HURDLES. ONE MILE AND THREE-QUARTERS. xyxy=(327,306,473,319)
belmont-body: The Wellington Spiritualist Children's Lyceum held their annual picnic and sports at Belmont on Saturday, when the following competitions took place and resulted as follows. xyxy=(483,587,630,607)
mail-day: THIS DAY. xyxy=(856,415,883,422)
notes-body: Tasman was made favourite for the Mungaroa Welter, but after running prominently for half a mile he dropped back and finished out of a place. The January Welter resulted in an easy win for the favourite, which led from end to end. Ringdove in the Wellington Handicap was always going well, and when the field turned for home he drew away to win comfortably. Oliver rode three winners during the afternoon, and his riding was much admired. xyxy=(171,383,317,429)
entry: Loochow 8 7 xyxy=(327,135,355,142)
iogt-body: The members of Excelsior Juvenile Temple, I.O.G.T., journeyed out to Petone on Saturday, where a very enjoyable day was spent. The following were the results of the sports programme. xyxy=(483,487,630,507)
notes-body: Tasman was made favourite for the Mungaroa Welter, but after running prominently for half a mile he dropped back and finished out of a place. The January Welter resulted in an easy win for the favourite, which led from end to end. Ringdove in the Wellington Handicap was always going well, and when the field turned for home he drew away to win comfortably. Oliver rode three winners during the afternoon, and his riding was much admired. xyxy=(171,579,317,626)
race-heading: JANUARY WELTER HANDICAP, OF 100 SOVS. ONE MILE. xyxy=(15,430,161,443)
weight-entry: Tawhiri 8 9 xyxy=(171,823,196,830)
shipping-news-heading: SHIPPING NEWS. xyxy=(953,46,1099,71)
race-body: The Wellington Racing Club's summer meeting was continued at Trentham race-course yesterday in the hot muggy weather. Large crowds journeyed from the city to the course by train and by motor, and the attendance, while not so large as on Cup day, was satisfactory for an off-day. The grounds were again looking very nice, and the track was in excellent order. The racing, too, was of an interesting character, and the totalisator investments showed an increase on the corresponding day of last year. Speculation on the totalisator was fairly brisk, and during the afternoon the sum of £13,693 was passed through the machines. The Wellington Handicap, the big event of the day, was run in the afternoon and won by Ringdove. xyxy=(15,1468,161,1547)
wellington-racing-club-heading: WELLINGTON RACING CLUB. xyxy=(18,130,157,141)
notes-on-races-heading: NOTES ON THE RACES. xyxy=(198,224,290,234)
weight-entry: Bayeux 8 9 xyxy=(171,759,195,766)
